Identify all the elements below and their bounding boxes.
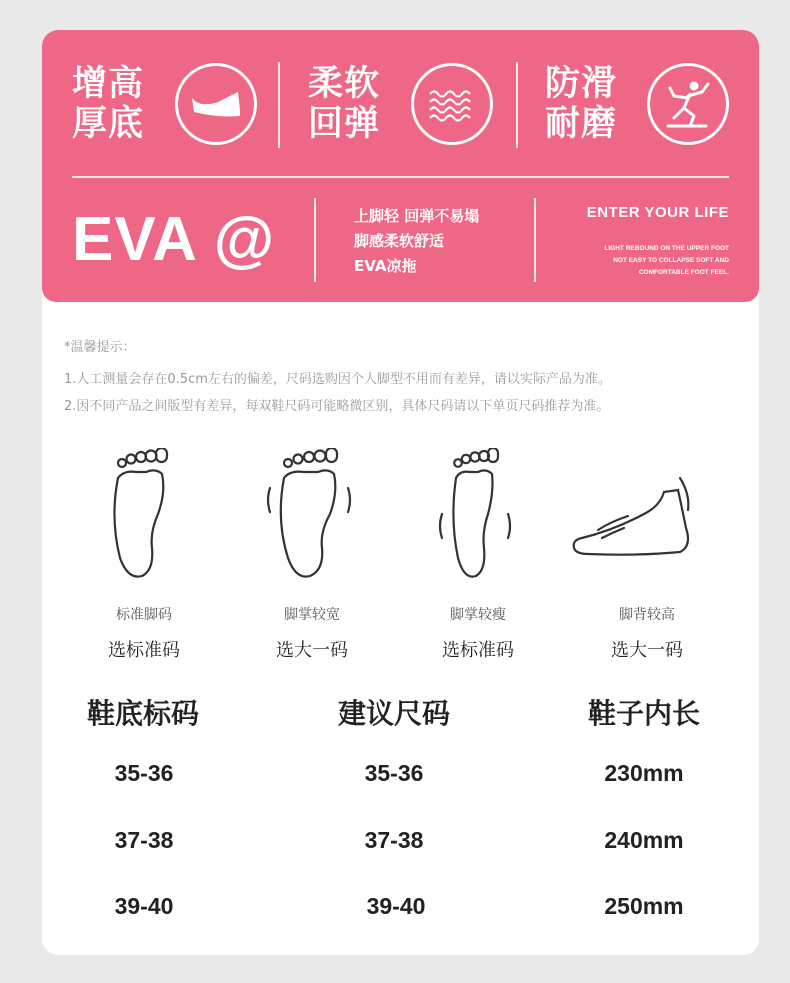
product-detail-card xyxy=(42,30,759,955)
feature-line: 增高 xyxy=(72,64,145,104)
cn-description xyxy=(354,204,479,279)
divider xyxy=(534,198,536,282)
size-table-cell: 240mm xyxy=(604,827,684,853)
cn-line: 上脚轻 回弹不易塌 xyxy=(354,207,480,225)
en-line: COMFORTABLE FOOT FEEL. xyxy=(638,269,729,276)
feature-banner xyxy=(42,30,759,302)
en-line: LIGHT REBOUND ON THE UPPER FOOT xyxy=(604,245,729,252)
size-table-header: 鞋底标码 xyxy=(86,697,199,730)
notes-title: *温馨提示： xyxy=(64,340,136,355)
feature-line: 防滑 xyxy=(545,64,618,104)
divider xyxy=(278,62,280,148)
foot-type-label: 脚掌较宽 xyxy=(284,607,340,623)
standard-foot-icon xyxy=(96,448,192,583)
soft-wave-icon xyxy=(411,63,493,145)
feature-line: 柔软 xyxy=(308,64,381,104)
size-table-cell: 230mm xyxy=(604,760,684,786)
foot-type-label: 标准脚码 xyxy=(116,607,172,623)
divider xyxy=(314,198,316,282)
note-line-2: 2.因不同产品之间版型有差异，每双鞋尺码可能略微区别，具体尺码请以下单页尺码推荐为准。 xyxy=(64,399,610,414)
cn-line: 脚感柔软舒适 xyxy=(354,232,445,250)
feature-line: 回弹 xyxy=(308,104,381,144)
foot-type-advice: 选大一码 xyxy=(276,640,348,661)
size-table-cell: 39-40 xyxy=(114,893,174,919)
cn-line: EVA凉拖 xyxy=(354,257,417,275)
note-line-1: 1.人工测量会存在0.5cm左右的偏差，尺码选购因个人脚型不用而有差异，请以实际产品为准。 xyxy=(64,372,611,387)
size-table-cell: 35-36 xyxy=(114,760,174,786)
feature-soft-text xyxy=(308,64,380,144)
anti-slip-icon xyxy=(647,63,729,145)
thick-sole-icon xyxy=(175,63,257,145)
size-table-header: 鞋子内长 xyxy=(587,697,700,730)
narrow-foot-icon xyxy=(430,448,526,583)
feature-antislip-text xyxy=(545,64,617,144)
en-description xyxy=(557,243,729,279)
foot-type-advice: 选标准码 xyxy=(108,640,180,661)
high-instep-icon xyxy=(568,448,698,583)
eva-label: EVA @ xyxy=(72,205,276,274)
divider xyxy=(516,62,518,148)
foot-type-label: 脚掌较瘦 xyxy=(450,607,506,623)
feature-line: 耐磨 xyxy=(545,104,618,144)
size-table-cell: 37-38 xyxy=(114,827,174,853)
foot-type-advice: 选大一码 xyxy=(611,640,683,661)
size-table-cell: 250mm xyxy=(604,893,684,919)
foot-type-advice: 选标准码 xyxy=(442,640,514,661)
size-table-cell: 37-38 xyxy=(364,827,424,853)
wide-foot-icon xyxy=(264,448,360,583)
size-table-cell: 39-40 xyxy=(366,893,426,919)
feature-line: 厚底 xyxy=(72,104,145,144)
feature-thick-sole-text xyxy=(72,64,144,144)
foot-type-label: 脚背较高 xyxy=(619,607,675,623)
divider xyxy=(72,176,729,178)
en-title: ENTER YOUR LIFE xyxy=(586,204,729,221)
size-table-cell: 35-36 xyxy=(364,760,424,786)
en-line: NOT EASY TO COLLAPSE SOFT AND xyxy=(613,257,729,264)
size-table-header: 建议尺码 xyxy=(337,697,450,730)
